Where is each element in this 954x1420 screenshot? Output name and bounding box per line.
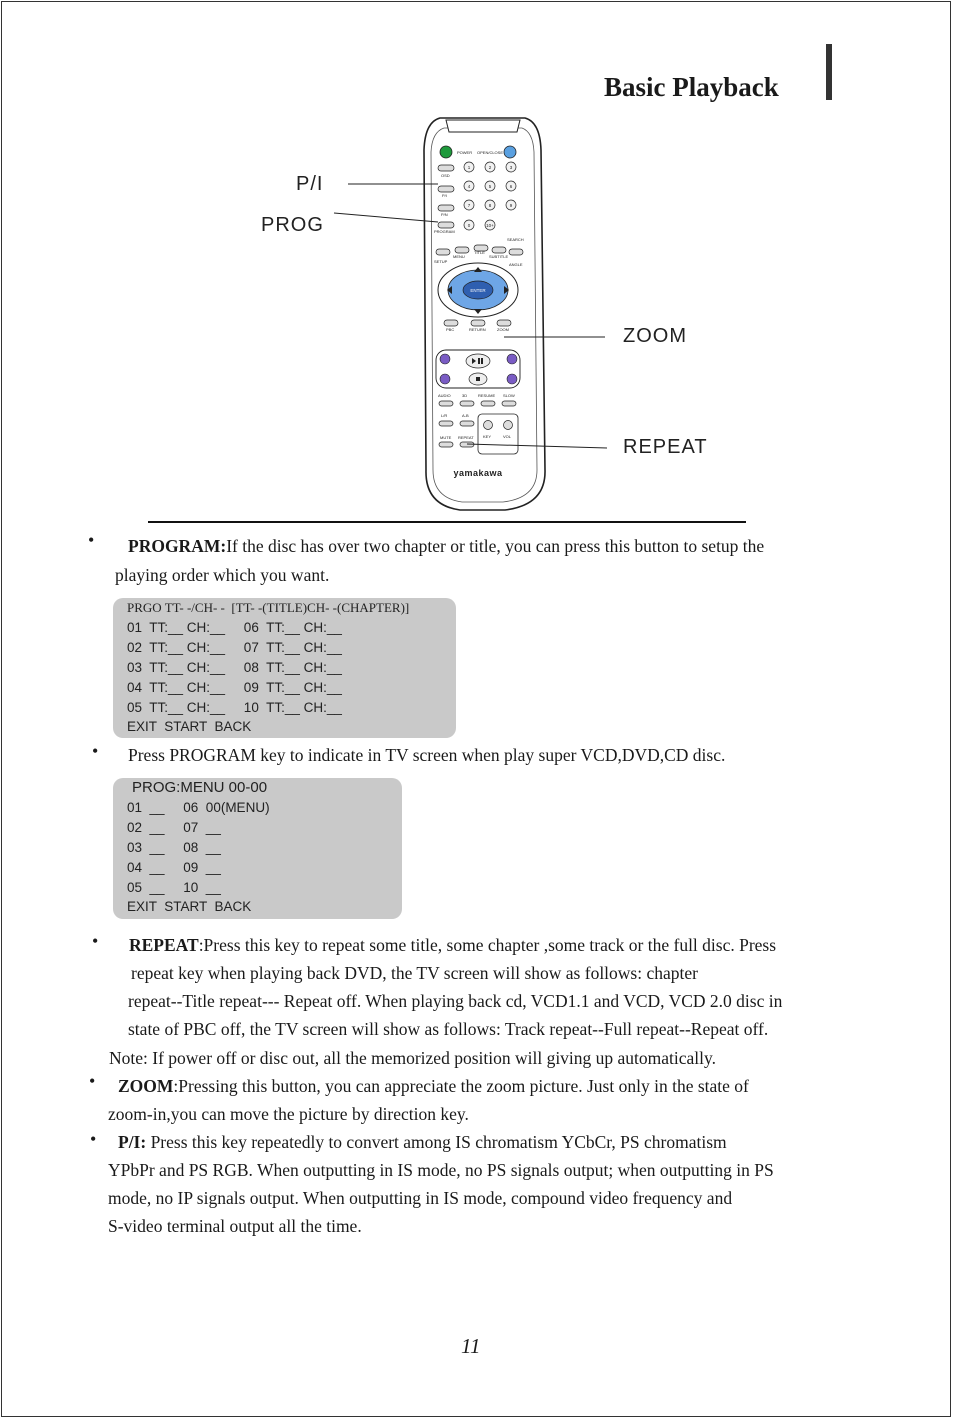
pi-paragraph [118,1128,727,1156]
repeat-callout-label: REPEAT [623,436,708,458]
pi-callout-label: P/I [296,173,324,195]
stop-icon [476,377,480,381]
program-paragraph [128,532,764,560]
digit-8: 8 [488,203,492,208]
slow-button [502,401,516,406]
repeat-label: REPEAT [458,435,474,440]
return-label: RETURN [469,327,486,332]
repeat-text-line3: repeat--Title repeat--- Repeat off. When playing back cd, VCD1.1 and VCD, VCD 2.0 disc in [128,991,783,1011]
zoom-text-line2: zoom-in,you can move the picture by direction key. [108,1104,469,1124]
power-label: POWER [457,150,473,155]
next-button [507,374,517,384]
pn-label: P/N [441,212,448,217]
pbc-button [444,320,458,326]
setup-label: SETUP [434,259,448,264]
press-bullet: • [92,741,99,761]
program-term: PROGRAM: [128,536,227,556]
digit-1: 1 [467,165,471,170]
pi-term: P/I: [118,1132,147,1152]
osd2-row-3: 03 __ 08 __ [127,840,221,855]
pi-text-line3: mode, no IP signals output. When outputting in IS mode, compound video frequency and [108,1188,733,1208]
subtitle-button [492,247,506,253]
pbc-label: PBC [446,327,455,332]
power-button-icon [440,146,452,158]
pi-button [438,186,454,192]
zoom-button [497,320,511,326]
pi-text-line4: S-video terminal output all the time. [108,1216,362,1236]
ab-button [460,421,474,426]
program-text-line1: If the disc has over two chapter or title, you can press this button to setup the [226,536,765,556]
resume-label: RESUME [478,393,496,398]
menu-button [455,247,469,253]
lr-button [439,421,453,426]
mute-button [439,442,453,447]
rewind-button [440,354,450,364]
key-up-button [484,421,493,430]
lr-label: L/R [441,413,448,418]
repeat-bullet: • [92,931,99,951]
program-osd-screen [113,598,456,738]
zoom-text-line1: :Pressing this button, you can appreciate the zoom picture. Just only in the state of [173,1076,749,1096]
audio-button [439,401,453,406]
remote-ir-window [446,120,520,132]
osd1-row-5: 05 TT:__ CH:__ 10 TT:__ CH:__ [127,700,342,715]
digit-0: 0 [467,223,471,228]
osd2-row-4: 04 __ 09 __ [127,860,221,875]
vol-up-button [504,421,513,430]
remote-control-illustration [0,0,954,520]
audio-label: AUDIO [438,393,451,398]
zoom-label: ZOOM [497,327,509,332]
slow-label: SLOW [503,393,515,398]
program-bullet: • [88,530,95,550]
prog-callout-label: PROG [261,214,324,236]
pi-label: P/I [442,193,447,198]
subtitle-label: SUBTITLE [489,254,509,259]
pn-button [438,205,454,211]
repeat-note: Note: If power off or disc out, all the memorized position will giving up automatically. [109,1048,717,1068]
key-label: KEY [483,434,492,439]
eject-button-icon [504,146,516,158]
osd2-header: PROG:MENU 00-00 [132,779,268,796]
digit-3: 3 [509,165,513,170]
repeat-term: REPEAT [129,935,199,955]
press-text: Press PROGRAM key to indicate in TV screen when play super VCD,DVD,CD disc. [128,745,726,765]
osd1-row-3: 03 TT:__ CH:__ 08 TT:__ CH:__ [127,660,342,675]
program-label: PROGRAM [434,229,455,234]
forward-button [440,374,450,384]
menu-label: MENU [453,254,465,259]
osd1-footer: EXIT START BACK [127,719,252,734]
osd1-row-2: 02 TT:__ CH:__ 07 TT:__ CH:__ [127,640,342,655]
osd1-header: PRGO TT- -/CH- - [TT- -(TITLE)CH- -(CHAPTER)] [127,600,410,615]
setup-button [436,249,450,255]
osd-label: OSD [441,173,450,178]
prev-button [507,354,517,364]
title-label: TITLE [474,250,485,255]
page-title: Basic Playback [604,72,779,102]
resume-button [481,401,495,406]
section-divider [148,521,746,523]
mute-label: MUTE [440,435,452,440]
prog-menu-osd-screen [113,778,402,919]
digit-7: 7 [467,203,471,208]
program-button [438,222,454,228]
brand-logo: yamakawa [453,468,503,478]
digit-2: 2 [488,165,492,170]
osd2-footer: EXIT START BACK [127,899,252,914]
zoom-bullet: • [89,1071,96,1091]
prog-callout-line [334,213,438,222]
angle-label: ANGLE [509,262,523,267]
zoom-term: ZOOM [118,1076,174,1096]
repeat-text-line1: :Press this key to repeat some title, some chapter ,some track or the full disc. Press [198,935,777,955]
pi-bullet: • [90,1129,97,1149]
search-label: SEARCH [507,237,524,242]
zoom-callout-label: ZOOM [623,325,687,347]
program-text-line2: playing order which you want. [115,565,330,585]
enter-label: ENTER [470,288,486,293]
angle-button [509,249,523,255]
pi-text-line1: Press this key repeatedly to convert among IS chromatism YCbCr, PS chromatism [146,1132,727,1152]
repeat-text-line2: repeat key when playing back DVD, the TV screen will show as follows: chapter [131,963,698,983]
return-button [471,320,485,326]
pbc-row-buttons [444,320,511,326]
osd1-row-1: 01 TT:__ CH:__ 06 TT:__ CH:__ [127,620,342,635]
osd-button [438,165,454,171]
osd2-row-2: 02 __ 07 __ [127,820,221,835]
osd2-row-1: 01 __ 06 00(MENU) [127,800,270,815]
open-close-label: OPEN/CLOSE [477,150,504,155]
3d-button [460,401,474,406]
3d-label: 3D [462,393,468,398]
digit-4: 4 [467,184,471,189]
osd2-row-5: 05 __ 10 __ [127,880,221,895]
digit-10plus: 10+ [486,223,494,228]
osd1-row-4: 04 TT:__ CH:__ 09 TT:__ CH:__ [127,680,342,695]
repeat-text-line4: state of PBC off, the TV screen will show as follows: Track repeat--Full repeat--Repeat off. [128,1019,769,1039]
digit-9: 9 [509,203,513,208]
ab-label: A-B [462,413,469,418]
pi-text-line2: YPbPr and PS RGB. When outputting in IS mode, no PS signals output; when outputting in PS [108,1160,774,1180]
digit-5: 5 [488,184,492,189]
zoom-paragraph [118,1072,749,1100]
page-number: 11 [461,1334,481,1358]
digit-6: 6 [509,184,513,189]
repeat-paragraph [129,931,776,959]
vol-label: VOL [503,434,512,439]
